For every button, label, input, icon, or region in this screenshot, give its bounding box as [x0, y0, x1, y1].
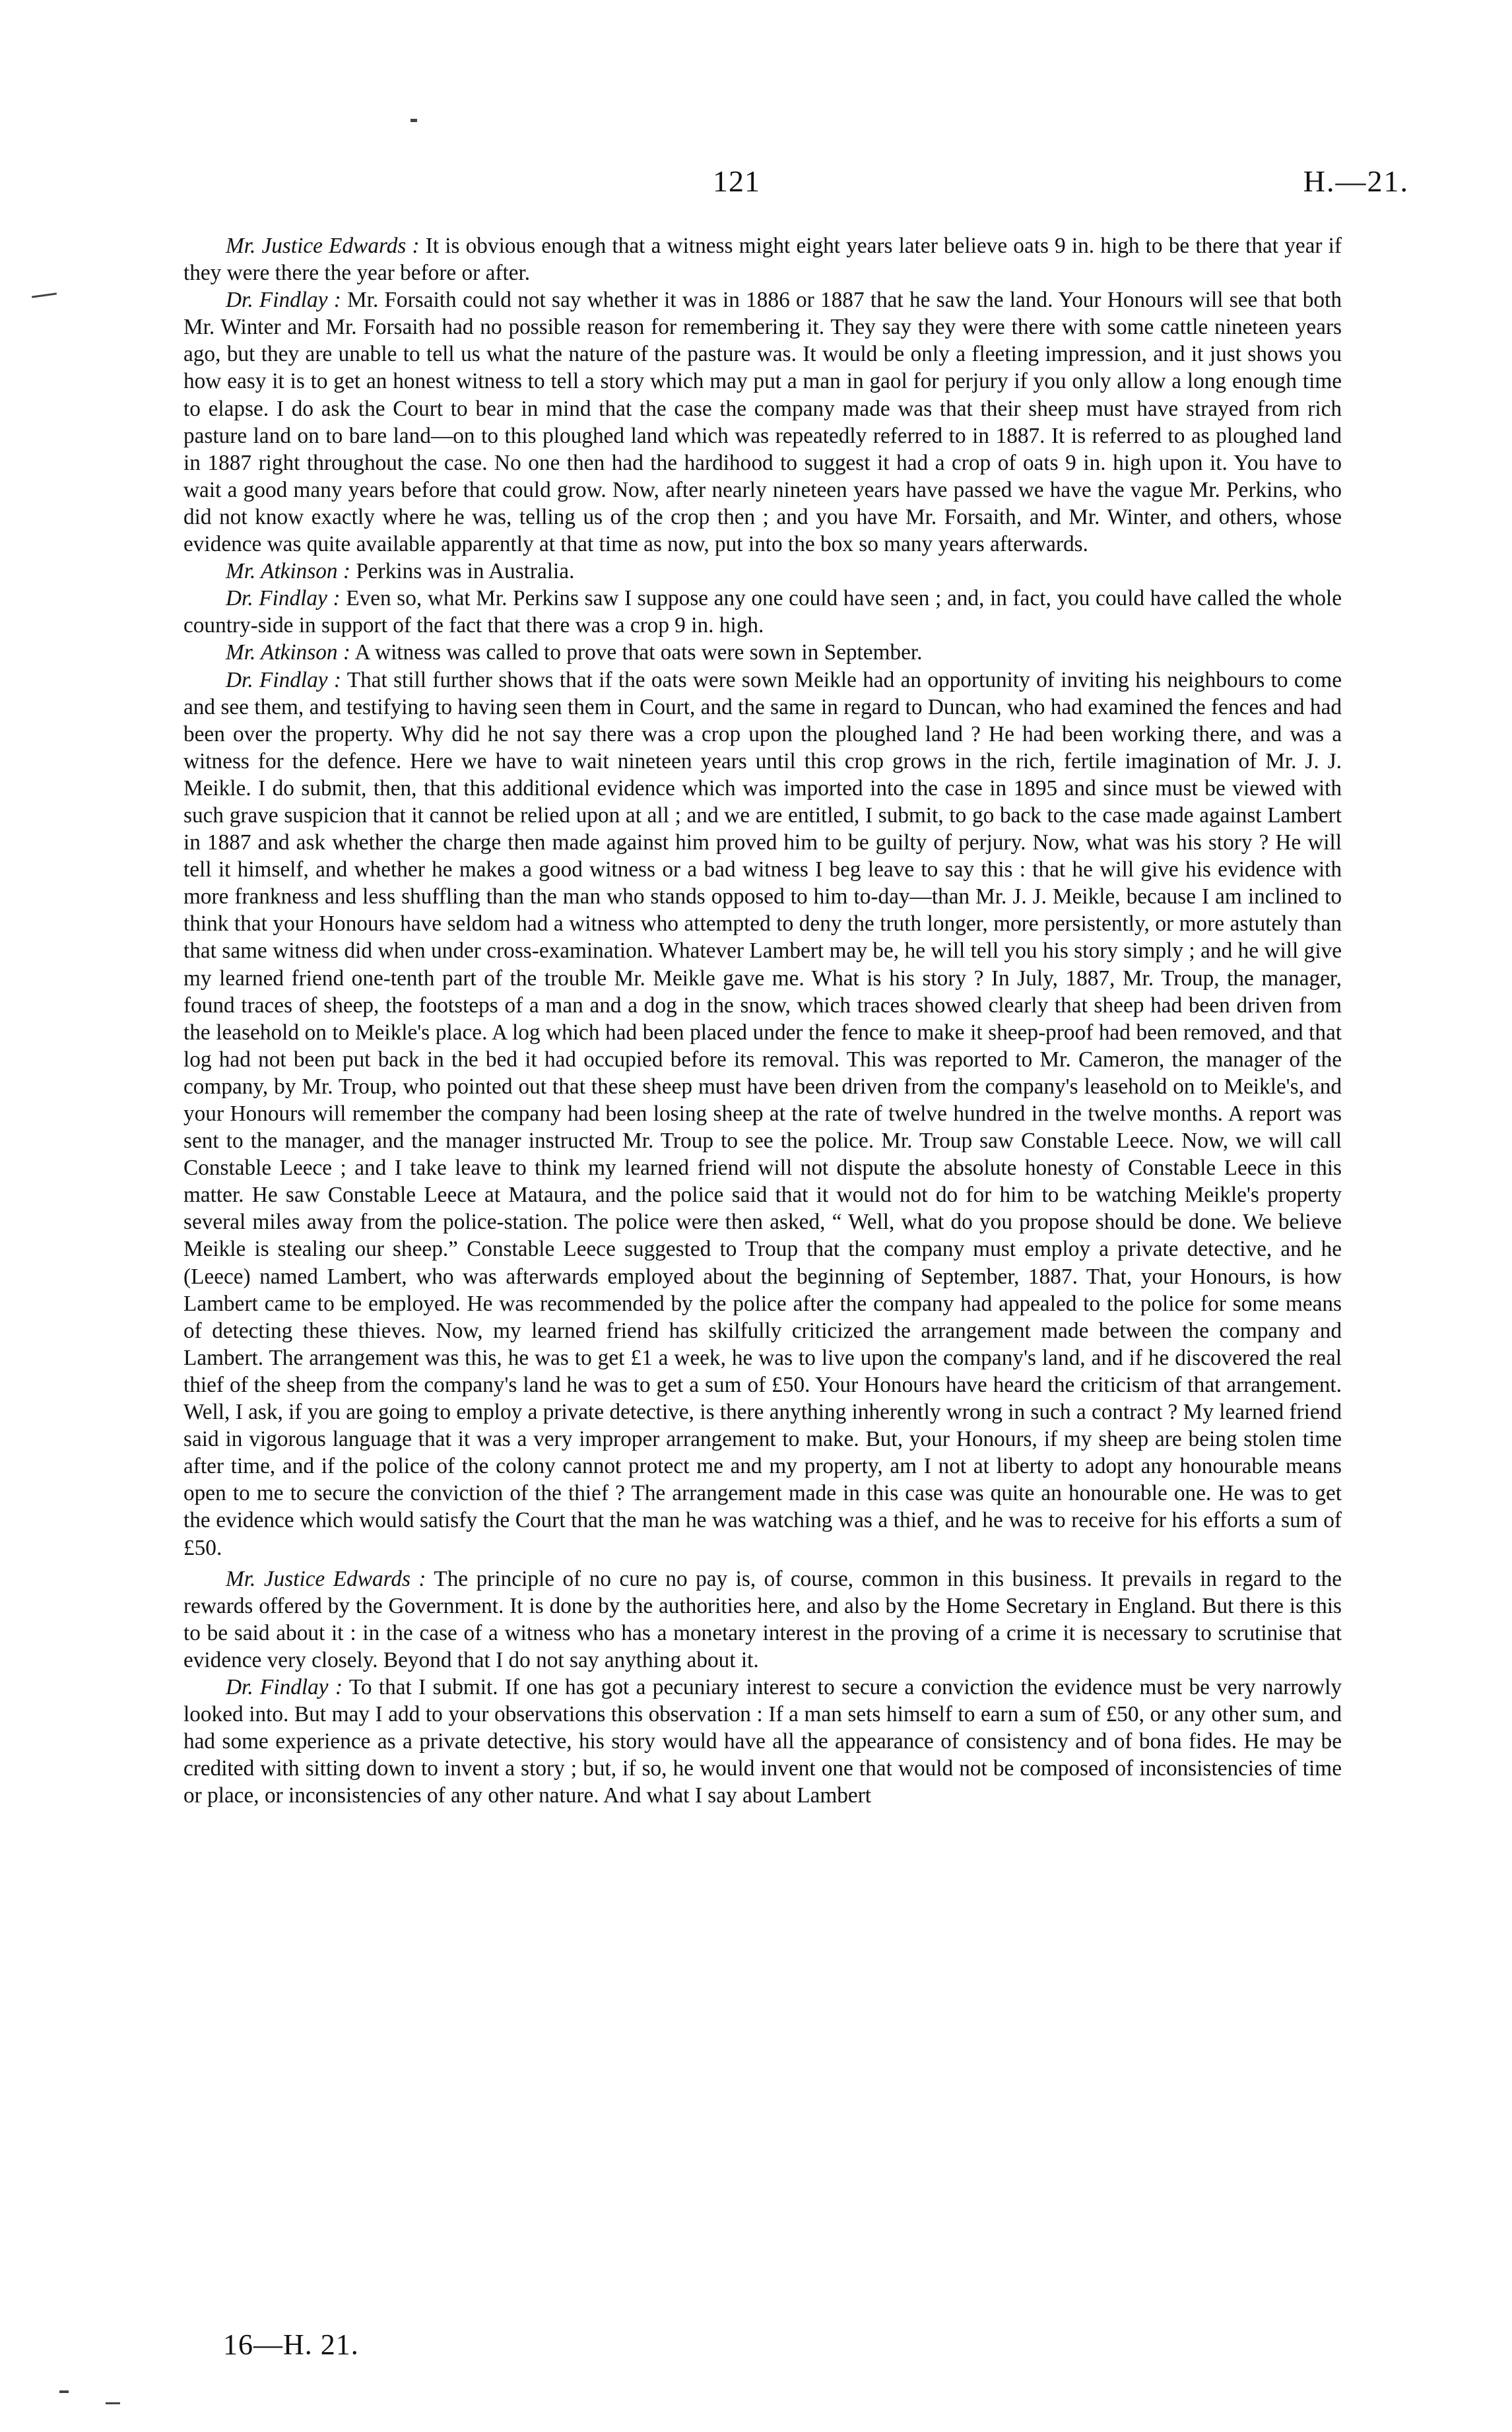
paragraph [183, 286, 1342, 558]
page-number: 121 [713, 164, 760, 198]
speaker-label: Mr. Atkinson : [226, 640, 350, 665]
document-body [183, 232, 1342, 1809]
paragraph-text: Mr. Forsaith could not say whether it was in 1886 or 1887 that he saw the land. Your Honours will see that both Mr. Winter and Mr. Forsaith had no possible reason for remembering it. They say they were there with some cattle nineteen years ago, but they are unable to tell us what the nature of the pasture was. It would be only a fleeting impression, and it just shows you how easy it is to get an honest witness to tell a story which may put a man in gaol for perjury if you only allow a long enough time to elapse. I do ask the Court to bear in mind that the case the company made was that their sheep must have strayed from rich pasture land on to bare land—on to this ploughed land which was repeatedly referred to in 1887. It is referred to as ploughed land in 1887 right throughout the case. No one then had the hardihood to suggest it had a crop of oats 9 in. high upon it. You have to wait a good many years before that could grow. Now, after nearly nineteen years have passed we have the vague Mr. Perkins, who did not know exactly where he was, telling us of the crop then ; and you have Mr. Forsaith, and Mr. Winter, and others, whose evidence was quite available apparently at that time as now, put into the box so many years afterwards. [183, 288, 1342, 557]
paragraph-text: The principle of no cure no pay is, of course, common in this business. It prevails in regard to the rewards offered by the Government. It is done by the authorities here, and also by the Home Secretary in England. But there is this to be said about it : in the case of a witness who has a monetary interest in the proving of a crime it is necessary to scrutinise that evidence very closely. Beyond that I do not say anything about it. [183, 1566, 1342, 1672]
paragraph-text: Perkins was in Australia. [350, 559, 575, 584]
speaker-label: Mr. Justice Edwards : [226, 1566, 426, 1591]
speaker-label: Dr. Findlay : [226, 288, 341, 313]
document-reference: H.—21. [1303, 164, 1409, 198]
paragraph [183, 1674, 1342, 1809]
speaker-label: Dr. Findlay : [226, 667, 341, 692]
scan-mark [59, 2390, 69, 2393]
paragraph-text: Even so, what Mr. Perkins saw I suppose any one could have seen ; and, in fact, you could have called the whole country-side in support of the fact that there was a crop 9 in. high. [183, 586, 1342, 638]
scan-mark [106, 2402, 120, 2404]
paragraph-text: To that I submit. If one has got a pecuniary interest to secure a conviction the evidence must be very narrowly looked into. But may I add to your observations this observation : If a man sets himself to earn a sum of £50, or any other sum, and had some experience as a private detective, his story would have all the appearance of consistency and of bona fides. He may be credited with sitting down to invent a story ; but, if so, he would invent one that would not be composed of inconsistencies of time or place, or inconsistencies of any other nature. And what I say about Lambert [183, 1674, 1342, 1808]
speaker-label: Dr. Findlay : [226, 1674, 343, 1699]
speaker-label: Mr. Atkinson : [226, 559, 350, 584]
paragraph [183, 232, 1342, 286]
paragraph [183, 585, 1342, 639]
paragraph-text: It is obvious enough that a witness might eight years later believe oats 9 in. high to be there that year if they were there the year before or after. [183, 234, 1342, 286]
paragraph [183, 1565, 1342, 1674]
signature-mark: 16—H. 21. [223, 2328, 359, 2361]
paragraph-text: That still further shows that if the oats were sown Meikle had an opportunity of inviting his neighbours to come and see them, and testifying to having seen them in Court, and the same in regard to Duncan, who had examined the fences and had been over the property. Why did he not say there was a crop upon the ploughed land ? He had been working there, and was a witness for the defence. Here we have to wait nineteen years until this crop grows in the rich, fertile imagination of Mr. J. J. Meikle. I do submit, then, that this additional evidence which was imported into the case in 1895 and since must be viewed with such grave suspicion that it cannot be relied upon at all ; and we are entitled, I submit, to go back to the case made against Lambert in 1887 and ask whether the charge then made against him proved him to be guilty of perjury. Now, what was his story ? He will tell it himself, and whether he makes a good witness or a bad witness I beg leave to say this : that he will give his evidence with more frankness and less shuffling than the man who stands opposed to him to-day—than Mr. J. J. Meikle, because I am inclined to think that your Honours have seldom had a witness who attempted to deny the truth longer, more persistently, or more astutely than that same witness did when under cross-examination. Whatever Lambert may be, he will tell you his story simply ; and he will give my learned friend one-tenth part of the trouble Mr. Meikle gave me. What is his story ? In July, 1887, Mr. Troup, the manager, found traces of sheep, the footsteps of a man and a dog in the snow, which traces showed clearly that sheep had been driven from the leasehold on to Meikle's place. A log which had been placed under the fence to make it sheep-proof had been removed, and that log had not been put back in the bed it had occupied before its removal. This was reported to Mr. Cameron, the manager of the company, by Mr. Troup, who pointed out that these sheep must have been driven from the company's leasehold on to Meikle's, and your Honours will remember the company had been losing sheep at the rate of twelve hundred in the twelve months. A report was sent to the manager, and the manager instructed Mr. Troup to see the police. Mr. Troup saw Constable Leece. Now, we will call Constable Leece ; and I take leave to think my learned friend will not dispute the absolute honesty of Constable Leece in this matter. He saw Constable Leece at Mataura, and the police said that it would not do for him to be watching Meikle's property several miles away from the police-station. The police were then asked, “ Well, what do you propose should be done. We believe Meikle is stealing our sheep.” Constable Leece suggested to Troup that the company must employ a private detective, and he (Leece) named Lambert, who was afterwards employed about the beginning of September, 1887. That, your Honours, is how Lambert came to be employed. He was recommended by the police after the company had appealed to the police for some means of detecting these thieves. Now, my learned friend has skilfully criticized the arrangement made between the company and Lambert. The arrangement was this, he was to get £1 a week, he was to live upon the company's land, and if he discovered the real thief of the sheep from the company's land he was to get a sum of £50. Your Honours have heard the criticism of that arrangement. Well, I ask, if you are going to employ a private detective, is there anything inherently wrong in such a contract ? My learned friend said in vigorous language that it was a very improper arrangement to make. But, your Honours, if my sheep are being stolen time after time, and if the police of the colony cannot protect me and my property, am I not at liberty to adopt any honourable means open to me to secure the conviction of the thief ? The arrangement made in this case was quite an honourable one. He was to get the evidence which would satisfy the Court that the man he was watching was a thief, and he was to receive for his efforts a sum of £50. [183, 667, 1342, 1560]
paragraph [183, 639, 1342, 666]
scan-mark [32, 292, 57, 298]
scan-mark [411, 119, 417, 122]
speaker-label: Dr. Findlay : [226, 586, 341, 611]
paragraph [183, 558, 1342, 585]
paragraph-text: A witness was called to prove that oats were sown in September. [350, 640, 923, 665]
speaker-label: Mr. Justice Edwards : [226, 234, 420, 258]
paragraph [183, 667, 1342, 1561]
